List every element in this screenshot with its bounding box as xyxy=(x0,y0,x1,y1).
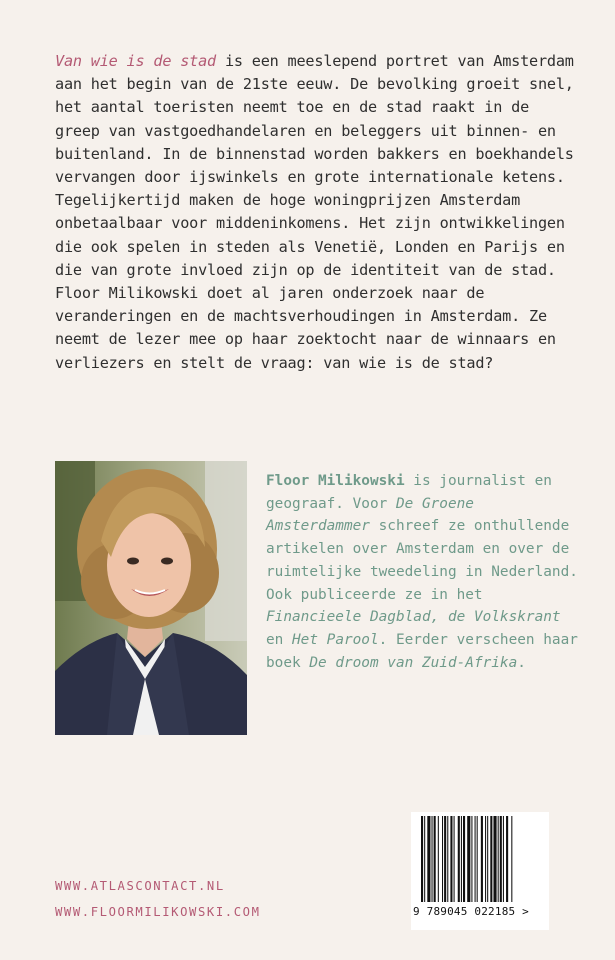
bio-italic-3: Het Parool xyxy=(292,631,379,648)
bio-text-3: en xyxy=(266,631,292,648)
barcode-bar xyxy=(427,816,430,902)
author-website-link[interactable]: WWW.FLOORMILIKOWSKI.COM xyxy=(55,905,261,919)
blurb-text xyxy=(55,50,575,375)
barcode-bar xyxy=(503,816,504,902)
barcode-bar xyxy=(487,816,488,902)
bio-italic-1: De Groene Amsterdammer xyxy=(266,495,474,535)
barcode-bar xyxy=(424,816,425,902)
bio-italic-2: Financieele Dagblad, de Volkskrant xyxy=(266,609,561,626)
publisher-website-link[interactable]: WWW.ATLASCONTACT.NL xyxy=(55,879,225,893)
author-photo xyxy=(55,461,247,735)
barcode-bar xyxy=(442,816,443,902)
isbn-number: 9 789045 022185 > xyxy=(413,905,549,918)
barcode-bar xyxy=(450,816,452,902)
author-name: Floor Milikowski xyxy=(266,473,405,489)
bio-text-4: . Eerder verscheen haar boek xyxy=(266,631,578,671)
barcode-bars xyxy=(411,812,549,904)
bio-italic-4: De droom van Zuid-Afrika xyxy=(309,654,518,671)
barcode-bar xyxy=(490,816,492,902)
barcode-bar xyxy=(485,816,486,902)
barcode-bar xyxy=(463,816,465,902)
barcode-bar xyxy=(458,816,460,902)
barcode-bar xyxy=(471,816,472,902)
bio-text-2: schreef ze onthullende artikelen over Amsterdam en over de ruimtelijke tweedeling in Nederland. Ook publiceerde ze in het xyxy=(266,518,578,603)
barcode-bar xyxy=(421,816,423,902)
bio-text-5: . xyxy=(517,654,526,671)
bio-text-1: is journalist en geograaf. Voor xyxy=(266,473,552,512)
barcode-bar xyxy=(444,816,446,902)
barcode-bar xyxy=(434,816,436,902)
barcode-bar xyxy=(454,816,455,902)
blurb-body: is een meeslepend portret van Amsterdam aan het begin van de 21ste eeuw. De bevolking groeit snel, het aantal toeristen neemt toe en de stad raakt in de greep van vastgoedhandelaren en beleggers uit binnen- en buitenland. In de binnenstad worden bakkers en boekhandels vervangen door ijswinkels en grote internationale ketens. Tegelijkertijd maken de hoge woningprijzen Amsterdam onbetaalbaar voor middeninkomens. Het zijn ontwikkelingen die ook spelen in steden als Venetië, Londen en Parijs en die van grote invloed zijn op de identiteit van de stad. Floor Milikowski doet al jaren onderzoek naar de veranderingen en de machtsverhoudingen in Amsterdam. Ze neemt de lezer mee op haar zoektocht naar de winnaars en verliezers en stelt de vraag: van wie is de stad? xyxy=(55,52,574,372)
barcode-bar xyxy=(477,816,478,902)
barcode-bar xyxy=(493,816,496,902)
barcode-bar xyxy=(432,816,433,902)
author-photo-illustration xyxy=(55,461,247,735)
barcode-bar xyxy=(467,816,470,902)
barcode-bar xyxy=(475,816,476,902)
book-title-italic: Van wie is de stad xyxy=(55,52,216,70)
barcode-bar xyxy=(481,816,483,902)
barcode-bar xyxy=(511,816,512,902)
barcode-bar xyxy=(506,816,508,902)
author-bio xyxy=(266,470,586,674)
barcode-bar xyxy=(447,816,448,902)
barcode-bar xyxy=(461,816,462,902)
barcode-bar xyxy=(500,816,502,902)
barcode-bar xyxy=(438,816,439,902)
barcode-bar xyxy=(498,816,499,902)
